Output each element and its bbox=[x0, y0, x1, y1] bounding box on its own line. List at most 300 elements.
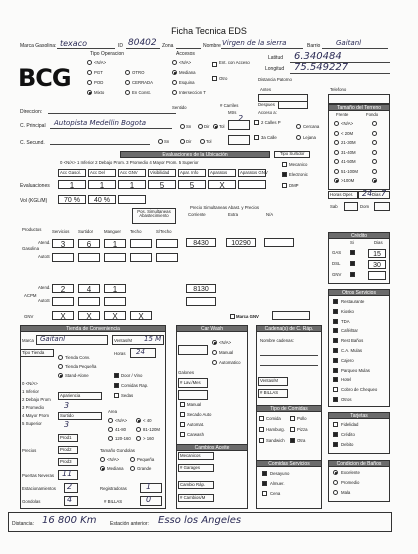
gondola-n-a-radio[interactable] bbox=[100, 457, 105, 462]
cw-manual-label: Manual bbox=[187, 402, 202, 407]
cajero-checkbox[interactable] bbox=[333, 358, 338, 363]
acpm-servicios-atend-cell[interactable]: 2 bbox=[52, 284, 74, 293]
despues-label: Despues bbox=[258, 102, 275, 107]
telefono-field[interactable] bbox=[328, 94, 390, 104]
acceso-esquina-label: Esquina bbox=[179, 80, 195, 85]
sab-field[interactable] bbox=[344, 202, 358, 211]
longitud-field[interactable] bbox=[290, 66, 390, 74]
comida-sandwich-checkbox[interactable] bbox=[259, 438, 264, 443]
dmp-checkbox[interactable] bbox=[282, 183, 287, 188]
restaurante-checkbox[interactable] bbox=[333, 299, 338, 304]
gasolina-label: Gasolina bbox=[22, 246, 39, 251]
banos-promedio-label: Promedio bbox=[341, 480, 360, 485]
comida-hamburg-label: Hamburg. bbox=[266, 427, 285, 432]
vol-gas-cell[interactable]: 70 % bbox=[58, 195, 86, 204]
c-secund-field[interactable] bbox=[50, 137, 150, 145]
acceso-2calles-label: 2 Calles P bbox=[261, 120, 281, 125]
dom-label: Dom bbox=[360, 204, 370, 209]
comidas-rap-label: Comidas Rap. bbox=[121, 383, 149, 388]
rating-debajo-prom-label: 2 Debajo Prom bbox=[22, 397, 51, 402]
id-field[interactable] bbox=[126, 38, 160, 49]
acpm-surtidor-autos-cell[interactable] bbox=[78, 297, 100, 306]
prod-col-s-techo: S/Techo bbox=[156, 229, 172, 234]
car-wash-automatico-label: Automatico bbox=[219, 360, 241, 365]
credito-gnv-dias-cell[interactable] bbox=[368, 271, 386, 280]
prod2-label: Prod2 bbox=[60, 447, 72, 452]
otro-acceso-checkbox[interactable] bbox=[212, 76, 217, 81]
gas-stecho-autos-cell[interactable] bbox=[156, 253, 178, 262]
prod-col-servicios: Servicios bbox=[52, 229, 70, 234]
rating-superior-label: 5 Superior bbox=[22, 421, 42, 426]
credito-dsl-label: DSL bbox=[332, 261, 341, 266]
comida-pollo-checkbox[interactable] bbox=[290, 416, 295, 421]
tarjeta-fidelidad-label: Fidelidad bbox=[341, 422, 359, 427]
credito-gnv-checkbox[interactable] bbox=[350, 272, 355, 277]
gnv-label: GNV bbox=[24, 314, 34, 319]
acpm-row-autos: AutoS bbox=[38, 298, 50, 303]
rest-ba-os-label: Rest Baños bbox=[341, 338, 364, 344]
gas-servicios-autos-cell[interactable] bbox=[52, 253, 74, 262]
registradoras-label: Registradoras bbox=[100, 486, 127, 491]
tipo-tienda-conv-radio[interactable] bbox=[58, 355, 63, 360]
area-n-a-radio[interactable] bbox=[108, 418, 113, 423]
distancia-value: 16 800 Km bbox=[42, 515, 97, 526]
acpm-row-atend: Atend. bbox=[38, 285, 51, 290]
sn-principal-radio[interactable] bbox=[180, 124, 185, 129]
direccion-label: Direccion: bbox=[20, 109, 43, 115]
estacionamientos-value: 2 bbox=[67, 482, 73, 491]
tienda-billas-label: # BILLAS bbox=[104, 499, 123, 504]
credito-gas-dias-cell[interactable]: 15 bbox=[368, 249, 386, 258]
area-120-160-radio[interactable] bbox=[108, 436, 113, 441]
acpm-precio-autos-cell[interactable] bbox=[186, 297, 216, 306]
area-41-80-label: 41-80 bbox=[115, 427, 126, 432]
cercana-radio[interactable] bbox=[296, 124, 301, 129]
tipo-op-cerrada-label: CERRADA bbox=[132, 80, 154, 85]
acceso-3acalle-checkbox[interactable] bbox=[254, 135, 259, 140]
frente-20m-radio[interactable] bbox=[334, 131, 339, 136]
rating-mayor-prom-label: 4 Mayor Prom bbox=[22, 413, 49, 418]
tipo-op-const-radio[interactable] bbox=[125, 90, 130, 95]
kiosko-checkbox[interactable] bbox=[333, 309, 338, 314]
gondola-mediana-label: Mediana bbox=[107, 466, 124, 471]
area-41-80-radio[interactable] bbox=[108, 427, 113, 432]
tienda-billas-value: 0 bbox=[146, 495, 152, 504]
precio-extra-cell[interactable]: 10290 bbox=[226, 238, 256, 247]
eval-col-acc-del-label: Acc Del bbox=[90, 170, 105, 175]
terreno-31-40m-label: 31-40M bbox=[341, 149, 356, 155]
estacion-anterior-value: Esso los Angeles bbox=[158, 515, 242, 526]
credito-si-label: Si bbox=[350, 240, 354, 245]
hotel-checkbox[interactable] bbox=[333, 377, 338, 382]
credito-gas-checkbox[interactable] bbox=[350, 250, 355, 255]
dir-principal-label: Dir bbox=[204, 124, 210, 129]
tipo-tienda-label: Tipo Tienda bbox=[22, 350, 45, 355]
credito-header: Crédito bbox=[328, 232, 390, 239]
c-secund-label: C. Secund. bbox=[20, 140, 45, 146]
cambio-rap-label: Cambio Ráp. bbox=[180, 482, 206, 487]
restaurante-label: Restaurante bbox=[341, 299, 365, 304]
door-vino-checkbox[interactable] bbox=[114, 373, 119, 378]
tda-checkbox[interactable] bbox=[333, 319, 338, 324]
acpm-surtidor-atend-cell[interactable]: 4 bbox=[78, 284, 100, 293]
comida-pizza-checkbox[interactable] bbox=[290, 427, 295, 432]
eval-col-apar-info-label: Apar. Info bbox=[180, 170, 199, 175]
frente-col-label: Frente bbox=[336, 112, 349, 117]
banos-excelente-label: Excelente bbox=[341, 470, 360, 475]
otros-label: Otros bbox=[341, 397, 352, 402]
latitud-label: Latitud bbox=[268, 55, 284, 61]
id-label: ID bbox=[118, 43, 123, 49]
gondola-mediana-radio[interactable] bbox=[100, 466, 105, 471]
tarjetas-header: Tarjetas bbox=[328, 412, 390, 419]
fondo-20m-radio[interactable] bbox=[372, 131, 377, 136]
tda-label: TDA bbox=[341, 318, 350, 324]
tienda-header: Tienda de Conveniencia bbox=[20, 325, 166, 332]
eval-acc-gnv-cell[interactable]: 1 bbox=[118, 180, 146, 189]
car-wash-tipo-field[interactable] bbox=[178, 345, 208, 355]
gondola-peque-a-radio[interactable] bbox=[130, 457, 135, 462]
car-wash-manual-label: Manual bbox=[219, 350, 234, 355]
longitud-value: 75.549227 bbox=[294, 62, 349, 73]
frente-n-a-radio[interactable] bbox=[334, 121, 339, 126]
eval-col-visibilidad-label: Visibilidad bbox=[150, 170, 170, 175]
vol-label: Vol (KGL/M) bbox=[20, 198, 48, 204]
tipo-op-mixto-radio[interactable] bbox=[87, 90, 92, 95]
cobro-de-chequeo-label: Cobro de Chequeo bbox=[341, 387, 378, 393]
rest-ba-os-checkbox[interactable] bbox=[333, 338, 338, 343]
vol-gnv-cell[interactable] bbox=[118, 195, 146, 204]
gnv-cell-2[interactable]: X bbox=[104, 311, 126, 320]
acceso-interseccion-radio[interactable] bbox=[172, 90, 177, 95]
cw-carwash-label: Carwash bbox=[187, 432, 204, 437]
tienda-ventas-field[interactable] bbox=[112, 335, 164, 345]
gondolas-value: 4 bbox=[67, 495, 73, 504]
apariencia-value: 3 bbox=[64, 401, 70, 410]
comida-pizza-label: Pizza bbox=[297, 427, 308, 432]
precio-na-label: N/A bbox=[266, 212, 274, 217]
fondo-41-50m-radio[interactable] bbox=[372, 159, 377, 164]
banos-promedio-radio[interactable] bbox=[333, 480, 338, 485]
tipo-op-pod-label: POD bbox=[94, 80, 104, 85]
cadena-ventas-label: Ventas/M bbox=[260, 378, 278, 383]
car-wash-automatico-radio[interactable] bbox=[212, 360, 217, 365]
fondo-100m-radio[interactable] bbox=[372, 178, 377, 183]
vol-dsl-cell[interactable]: 40 % bbox=[88, 195, 116, 204]
area-label: Area bbox=[108, 409, 118, 414]
cambios-aceite-header: Cambios Aceite bbox=[176, 444, 248, 451]
dir-principal-radio[interactable] bbox=[198, 124, 203, 129]
area-40-radio[interactable] bbox=[136, 418, 141, 423]
frente-100m-radio[interactable] bbox=[334, 178, 339, 183]
galones-label: Galones bbox=[178, 370, 195, 375]
ent-con-acceso-label: Ent. con Acceso bbox=[219, 60, 250, 65]
rating-promedio-label: 3 Promedio bbox=[22, 405, 44, 410]
terreno-100m-label: >100M bbox=[341, 178, 355, 183]
servicio-cena-checkbox[interactable] bbox=[262, 491, 267, 496]
credito-dias-label: Dias bbox=[374, 240, 383, 245]
tarjeta-debito-label: Debito bbox=[341, 442, 354, 447]
servicio-cena-label: Cena bbox=[270, 491, 281, 496]
gnv-cell-1[interactable]: X bbox=[78, 311, 100, 320]
barrio-value: Gaitanl bbox=[336, 39, 362, 47]
door-vino-label: Door / Vino bbox=[121, 373, 143, 378]
car-wash-na-label: <N/A> bbox=[219, 340, 232, 345]
comida-pollo-label: Pollo bbox=[297, 416, 307, 421]
area-81-120m-label: 81-120M bbox=[143, 427, 160, 432]
acceso-2calles-checkbox[interactable] bbox=[254, 120, 259, 125]
parqueo-mulas-checkbox[interactable] bbox=[333, 368, 338, 373]
evaluaciones-criterio: 0 <N/A> 1 Inferior 2 Debajo Prom. 3 Promedio 4 Mayor Prom. 5 Superior bbox=[60, 160, 199, 165]
estacion-anterior-label: Estación anterior: bbox=[110, 521, 149, 527]
comidas-servicios-header: Comidas Servicios bbox=[256, 460, 322, 467]
tienda-ventas-value: 15 M bbox=[144, 335, 162, 343]
precios-label: Precios bbox=[22, 448, 37, 453]
gas-servicios-atend-cell[interactable]: 3 bbox=[52, 239, 74, 248]
fondo-21-30m-radio[interactable] bbox=[372, 140, 377, 145]
cobro-de-chequeo-checkbox[interactable] bbox=[333, 387, 338, 392]
nombre-cadenas-field2[interactable] bbox=[260, 358, 318, 366]
car-wash-na-radio[interactable] bbox=[212, 340, 217, 345]
servicio-almuer-checkbox[interactable] bbox=[262, 481, 267, 486]
comida-otra-checkbox[interactable] bbox=[290, 438, 295, 443]
tipo-op-cerrada-radio[interactable] bbox=[125, 80, 130, 85]
tipo-op-mixto-label: Mixto bbox=[94, 90, 105, 95]
nombre-field[interactable] bbox=[221, 41, 303, 49]
direccion-field[interactable] bbox=[48, 106, 176, 114]
eval-visibilidad-cell[interactable]: 5 bbox=[148, 180, 176, 189]
tipo-tienda-pequena-radio[interactable] bbox=[58, 364, 63, 369]
eval-aparatos-gnv-cell[interactable] bbox=[238, 180, 266, 189]
gas-stecho-atend-cell[interactable] bbox=[156, 239, 178, 248]
frente-41-50m-radio[interactable] bbox=[334, 159, 339, 164]
cambios-mes-label: # Cambios/M bbox=[180, 495, 206, 500]
tipo-op-otro-radio[interactable] bbox=[125, 70, 130, 75]
comida-comida-checkbox[interactable] bbox=[259, 416, 264, 421]
caf-bar-checkbox[interactable] bbox=[333, 328, 338, 333]
tol-principal-radio[interactable] bbox=[213, 124, 218, 129]
ent-con-acceso-checkbox[interactable] bbox=[212, 62, 217, 67]
gas-surtidor-autos-cell[interactable] bbox=[78, 253, 100, 262]
fondo-51-100m-radio[interactable] bbox=[372, 169, 377, 174]
gnv-cell-0[interactable]: X bbox=[52, 311, 74, 320]
tamano-terreno-header: Tamaño del Terreno bbox=[328, 104, 390, 111]
apariencia-label: Apariencia bbox=[60, 393, 81, 398]
mecanico-checkbox[interactable] bbox=[282, 162, 287, 167]
acpm-servicios-autos-cell[interactable] bbox=[52, 297, 74, 306]
servicio-desayuno-label: Desayuno bbox=[270, 471, 290, 476]
credito-dsl-checkbox[interactable] bbox=[350, 261, 355, 266]
carriles-secund-field[interactable] bbox=[228, 135, 250, 145]
condicion-banos-header: Condicion de Baños bbox=[328, 460, 390, 467]
sab-label: Sab bbox=[330, 204, 338, 209]
lejana-radio[interactable] bbox=[296, 135, 301, 140]
frente-51-100m-radio[interactable] bbox=[334, 169, 339, 174]
carriles-label: # Carriles bbox=[220, 103, 239, 108]
car-wash-manual-radio[interactable] bbox=[212, 350, 217, 355]
dias-value: 7 bbox=[381, 189, 387, 198]
acceso-na-radio[interactable] bbox=[172, 60, 177, 65]
barrio-label: Barrio bbox=[307, 43, 321, 49]
rating-n-a-label: 0 <N/A> bbox=[22, 381, 38, 386]
metros-label: Mtrs bbox=[228, 110, 237, 115]
gas-techo-autos-cell[interactable] bbox=[130, 253, 152, 262]
mecanico-label: Mecanico bbox=[289, 162, 308, 167]
c-a-mulas-label: C.A. Mulas bbox=[341, 348, 363, 353]
cw-manual-checkbox[interactable] bbox=[180, 402, 185, 407]
tipo-tienda-standalone-radio[interactable] bbox=[58, 373, 63, 378]
terreno-21-30m-label: 21-30M bbox=[341, 140, 356, 145]
gnv-cell-3[interactable]: X bbox=[130, 311, 152, 320]
fondo-n-a-radio[interactable] bbox=[372, 121, 377, 126]
lav-mes-field[interactable] bbox=[178, 390, 208, 400]
comidas-rap-checkbox[interactable] bbox=[114, 383, 119, 388]
dir-secund-radio[interactable] bbox=[180, 139, 185, 144]
cw-automat-checkbox[interactable] bbox=[180, 422, 185, 427]
carriles-principal-field[interactable] bbox=[228, 120, 250, 130]
registradoras-value: 1 bbox=[146, 482, 152, 491]
c-principal-field[interactable] bbox=[50, 121, 172, 129]
estacionamientos-label: Estacionamientos bbox=[22, 486, 56, 491]
comida-comida-label: Comida bbox=[266, 416, 281, 421]
barrio-field[interactable] bbox=[322, 41, 388, 49]
dias-label: Dias bbox=[372, 192, 381, 197]
tipo-operacion-label: Tipo Operacion bbox=[90, 51, 124, 57]
precio-corriente-label: Corriente bbox=[188, 212, 206, 217]
sentido-label: Sentido bbox=[172, 105, 187, 110]
acceso-mediana-radio[interactable] bbox=[172, 70, 177, 75]
nombre-cadenas-field1[interactable] bbox=[260, 348, 318, 356]
latitud-value: 6.340484 bbox=[294, 51, 342, 62]
cadena-header: Cadena(s) de C. Ráp. bbox=[256, 325, 322, 332]
tol-secund-radio[interactable] bbox=[200, 139, 205, 144]
gas-row-autos: AutoS bbox=[38, 254, 50, 259]
c-a-mulas-checkbox[interactable] bbox=[333, 348, 338, 353]
eval-apar-info-cell[interactable]: 5 bbox=[178, 180, 206, 189]
banos-mala-radio[interactable] bbox=[333, 490, 338, 495]
area-81-120m-radio[interactable] bbox=[136, 427, 141, 432]
mecanicos-label: Mecanicos bbox=[180, 453, 201, 458]
tipo-op-na-radio[interactable] bbox=[87, 60, 92, 65]
cw-secado-auto-checkbox[interactable] bbox=[180, 412, 185, 417]
longitud-label: Longitud bbox=[265, 66, 285, 72]
tarjeta-fidelidad-checkbox[interactable] bbox=[333, 422, 338, 427]
precio-corriente-cell[interactable]: 8430 bbox=[186, 238, 216, 247]
tarjeta-debito-checkbox[interactable] bbox=[333, 442, 338, 447]
prod-col-manguer: Manguer bbox=[104, 229, 121, 234]
caf-bar-label: Café/Bar bbox=[341, 328, 358, 334]
comida-hamburg-checkbox[interactable] bbox=[259, 427, 264, 432]
nombre-value: Virgen de la sierra bbox=[222, 39, 287, 47]
gas-surtidor-atend-cell[interactable]: 6 bbox=[78, 239, 100, 248]
sn-secund-radio[interactable] bbox=[158, 139, 163, 144]
acpm-precio-atend-cell[interactable]: 8130 bbox=[186, 284, 216, 293]
dom-field[interactable] bbox=[374, 202, 390, 211]
gas-manguer-atend-cell[interactable]: 1 bbox=[104, 239, 126, 248]
marca-field[interactable] bbox=[57, 41, 115, 49]
marca-value: texaco bbox=[60, 39, 87, 48]
eval-acc-del-cell[interactable]: 1 bbox=[88, 180, 116, 189]
electronic-checkbox[interactable] bbox=[282, 172, 287, 177]
marca-label: Marca Gasolina: bbox=[20, 43, 57, 49]
otros-checkbox[interactable] bbox=[333, 397, 338, 402]
c-principal-value: Autopista Medellin Bogota bbox=[54, 119, 146, 127]
dmp-label: DMP bbox=[289, 183, 299, 188]
despues-field[interactable] bbox=[278, 101, 308, 109]
cajero-label: Cajero bbox=[341, 357, 354, 363]
puertas-value: 11 bbox=[62, 469, 73, 478]
sedas-checkbox[interactable] bbox=[114, 393, 119, 398]
rating-inferior-label: 1 Inferior bbox=[22, 389, 39, 394]
prod1-label: Prod1 bbox=[60, 435, 72, 440]
acceso-interseccion-label: Interseccion T bbox=[179, 90, 206, 95]
credito-gas-label: GAS bbox=[332, 250, 342, 255]
gondola-grande-radio[interactable] bbox=[130, 466, 135, 471]
gondolas-label: Gondolas bbox=[22, 499, 41, 504]
area-160-radio[interactable] bbox=[136, 436, 141, 441]
precio-na-cell[interactable] bbox=[264, 238, 294, 247]
gas-row-atend: Atend. bbox=[38, 240, 51, 245]
fondo-col-label: Fondo bbox=[366, 112, 379, 117]
lav-mes-label: # Lav./Mes bbox=[180, 380, 201, 385]
eval-col-aparatos-gnv-label: Aparatos GNV bbox=[240, 170, 268, 175]
gas-manguer-autos-cell[interactable] bbox=[104, 253, 126, 262]
frente-21-30m-radio[interactable] bbox=[334, 140, 339, 145]
cadena-billas-label: # BILLAS bbox=[260, 390, 279, 395]
acpm-manguer-autos-cell[interactable] bbox=[104, 297, 126, 306]
tarjeta-cr-dito-checkbox[interactable] bbox=[333, 432, 338, 437]
fondo-31-40m-radio[interactable] bbox=[372, 150, 377, 155]
tipo-op-pgt-radio[interactable] bbox=[87, 70, 92, 75]
credito-dsl-dias-cell[interactable]: 30 bbox=[368, 260, 386, 269]
form-title: Ficha Tecnica EDS bbox=[171, 26, 247, 36]
cw-automat-label: Automat. bbox=[187, 422, 205, 427]
terreno-20m-label: < 20M bbox=[341, 130, 354, 136]
gas-techo-atend-cell[interactable] bbox=[130, 239, 152, 248]
acpm-manguer-atend-cell[interactable]: 1 bbox=[104, 284, 126, 293]
tipo-op-pod-radio[interactable] bbox=[87, 80, 92, 85]
accesos-label: Accesos bbox=[176, 51, 195, 57]
acceso-a-label: Acceso a: bbox=[258, 110, 277, 115]
servicio-desayuno-checkbox[interactable] bbox=[262, 471, 267, 476]
acceso-esquina-radio[interactable] bbox=[172, 80, 177, 85]
gondola-n-a-label: <N/A> bbox=[107, 457, 120, 462]
cw-carwash-checkbox[interactable] bbox=[180, 432, 185, 437]
terreno-n-a-label: <N/A> bbox=[341, 121, 354, 126]
frente-31-40m-radio[interactable] bbox=[334, 150, 339, 155]
puertas-label: Puertas Neveras bbox=[22, 473, 55, 478]
marca-gnv-checkbox[interactable] bbox=[230, 314, 235, 319]
area-40-label: < 40 bbox=[143, 418, 152, 423]
eval-acc-gasol-cell[interactable]: 1 bbox=[58, 180, 86, 189]
tienda-marca-label: Marca bbox=[22, 338, 34, 343]
evaluaciones-header: Evaluaciones de la Ubicación bbox=[120, 151, 270, 158]
banos-excelente-radio[interactable] bbox=[333, 470, 338, 475]
car-wash-header: Car Wash bbox=[176, 325, 248, 332]
eval-aparatos-cell[interactable]: X bbox=[208, 180, 236, 189]
eval-col-aparatos-label: Aparatos bbox=[210, 170, 228, 175]
precio-header: Precio Simultaneas Abast. y Precios bbox=[190, 205, 260, 210]
eval-col-acc-gasol-label: Acc Gasol. bbox=[60, 170, 81, 175]
sedas-label: Sedas bbox=[121, 393, 134, 398]
horas-oper-label: Horas Oper. bbox=[330, 192, 354, 197]
zona-field[interactable] bbox=[176, 41, 201, 49]
marca-gnv-field[interactable] bbox=[272, 311, 310, 320]
acceso-mediana-label: Mediana bbox=[179, 70, 196, 75]
evaluaciones-row-label: Evaluaciones bbox=[20, 183, 50, 189]
tienda-ventas-label: Ventas/M bbox=[114, 338, 132, 343]
comida-sandwich-label: Sandwich bbox=[266, 438, 285, 443]
